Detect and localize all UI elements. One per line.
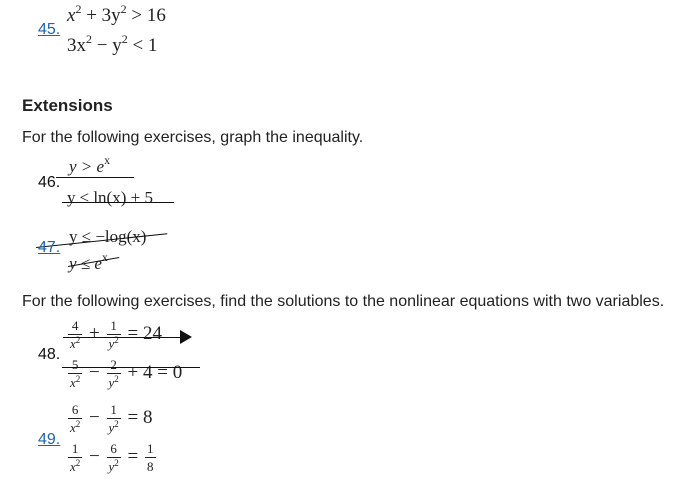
arrow-icon: [180, 330, 192, 344]
graph-instruction: For the following exercises, graph the inequality.: [22, 129, 364, 146]
problem-47-inequality-2: $y \le e^x$: [69, 250, 108, 273]
problem-46-inequality-1: $y > e^x$: [69, 153, 111, 176]
problem-47-number[interactable]: 47.: [38, 239, 61, 256]
nonlinear-instruction: For the following exercises, find the solutions to the nonlinear equations with two variables.: [22, 293, 665, 310]
problem-48-equation-2: $\frac{5}{x^2}$ − $\frac{2}{y^2}$ + 4 = 0: [70, 357, 183, 390]
strikethrough-line: [56, 177, 134, 178]
problem-47-inequality-1: y ≤ −log(x): [69, 227, 147, 246]
problem-49-equation-1: $\frac{6}{x^2}$ − $\frac{1}{y^2}$ = 8: [70, 402, 153, 435]
problem-48-equation-1: $\frac{4}{x^2}$ + $\frac{1}{y^2}$ = 24: [70, 318, 162, 351]
problem-49-number[interactable]: 49.: [38, 431, 61, 448]
problem-46-number: 46.: [38, 174, 61, 191]
strikethrough-line: [62, 367, 200, 368]
strikethrough-line: [63, 337, 181, 338]
strikethrough-line: [62, 202, 174, 203]
problem-46-inequality-2: y ≤ ln(x) + 5: [67, 188, 153, 207]
problem-48-number: 48.: [38, 346, 61, 363]
problem-45-equation-1: $x^2 + 3y^2 > 16$: [67, 2, 166, 26]
extensions-heading: Extensions: [22, 96, 113, 115]
problem-45-equation-2: $3x^2 - y^2 < 1$: [67, 32, 158, 56]
problem-49-equation-2: $\frac{1}{x^2}$ − $\frac{6}{y^2}$ = $\frac{1}{8}$: [70, 441, 154, 474]
problem-45-number[interactable]: 45.: [38, 21, 61, 38]
